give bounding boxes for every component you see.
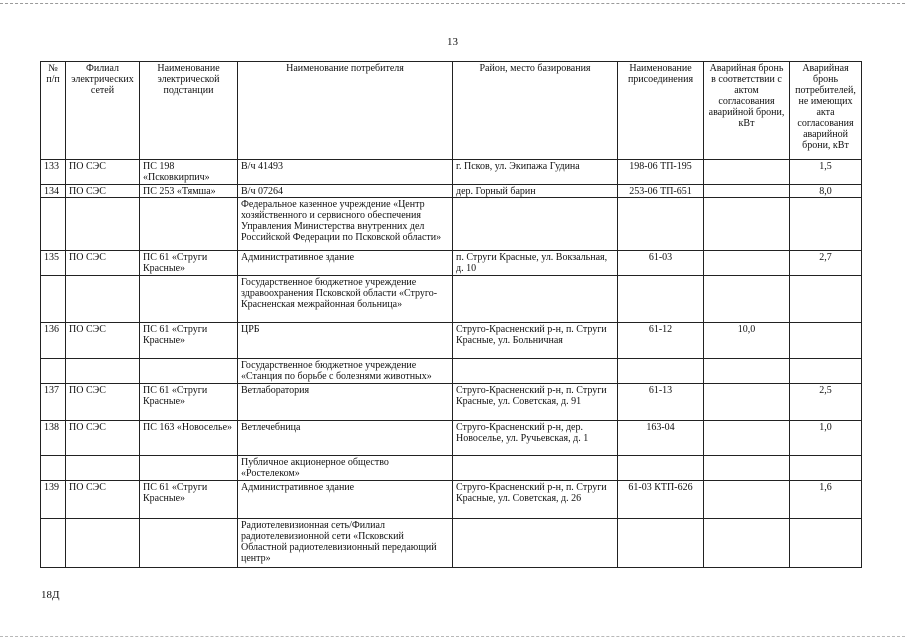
cell-branch: ПО СЭС [66, 323, 140, 359]
cell-consumer: Ветлечебница [238, 421, 453, 456]
cell-num [41, 359, 66, 384]
cell-branch: ПО СЭС [66, 481, 140, 519]
cell-consumer: Государственное бюджетное учреждение здравоохранения Псковской области «Струго-Красненская межрайонная больница» [238, 276, 453, 323]
table-row [41, 198, 862, 251]
table-row [41, 185, 862, 198]
scan-edge-top [0, 3, 905, 4]
cell-num [41, 519, 66, 568]
cell-substation [140, 359, 238, 384]
cell-district [453, 456, 618, 481]
cell-num: 137 [41, 384, 66, 421]
cell-reserve-noact [790, 456, 862, 481]
cell-num: 135 [41, 251, 66, 276]
cell-substation [140, 198, 238, 251]
cell-num: 139 [41, 481, 66, 519]
table-row [41, 456, 862, 481]
cell-reserve-act [704, 481, 790, 519]
cell-num: 133 [41, 160, 66, 185]
document-code: 18Д [41, 589, 60, 601]
cell-branch: ПО СЭС [66, 251, 140, 276]
cell-reserve-act [704, 276, 790, 323]
cell-consumer: В/ч 07264 [238, 185, 453, 198]
cell-substation: ПС 198 «Псковкирпич» [140, 160, 238, 185]
cell-district: дер. Горный барин [453, 185, 618, 198]
header-district: Район, место базирования [453, 62, 618, 160]
header-num: № п/п [41, 62, 66, 160]
cell-branch [66, 276, 140, 323]
cell-district: Струго-Красненский р-н, дер. Новоселье, ул. Ручьевская, д. 1 [453, 421, 618, 456]
cell-district: Струго-Красненский р-н, п. Струги Красные, ул. Больничная [453, 323, 618, 359]
cell-substation: ПС 61 «Струги Красные» [140, 481, 238, 519]
cell-branch: ПО СЭС [66, 384, 140, 421]
emergency-reserve-table [40, 61, 862, 568]
cell-consumer: Ветлаборатория [238, 384, 453, 421]
cell-num: 138 [41, 421, 66, 456]
cell-reserve-noact: 2,7 [790, 251, 862, 276]
header-consumer: Наименование потребителя [238, 62, 453, 160]
cell-district: п. Струги Красные, ул. Вокзальная, д. 10 [453, 251, 618, 276]
cell-branch: ПО СЭС [66, 185, 140, 198]
cell-num [41, 456, 66, 481]
cell-district: Струго-Красненский р-н, п. Струги Красные, ул. Советская, д. 26 [453, 481, 618, 519]
cell-substation [140, 456, 238, 481]
cell-consumer: Федеральное казенное учреждение «Центр хозяйственного и сервисного обеспечения Управления Министерства внутренних дел Российской Федерации по Псковской области» [238, 198, 453, 251]
cell-reserve-act [704, 519, 790, 568]
cell-connection: 61-12 [618, 323, 704, 359]
cell-district [453, 198, 618, 251]
cell-connection [618, 519, 704, 568]
cell-reserve-act [704, 359, 790, 384]
cell-branch [66, 359, 140, 384]
cell-consumer: Радиотелевизионная сеть/Филиал радиотелевизионной сети «Псковский Областной радиотелевизионный передающий центр» [238, 519, 453, 568]
header-substation: Наименование электрической подстанции [140, 62, 238, 160]
cell-branch: ПО СЭС [66, 160, 140, 185]
cell-connection: 61-13 [618, 384, 704, 421]
cell-substation: ПС 61 «Струги Красные» [140, 384, 238, 421]
cell-district: Струго-Красненский р-н, п. Струги Красные, ул. Советская, д. 91 [453, 384, 618, 421]
header-connection: Наименование присоединения [618, 62, 704, 160]
cell-consumer: Административное здание [238, 251, 453, 276]
table-row [41, 323, 862, 359]
cell-reserve-noact: 8,0 [790, 185, 862, 198]
page-number: 13 [447, 36, 458, 48]
cell-connection [618, 276, 704, 323]
cell-reserve-noact [790, 276, 862, 323]
cell-reserve-act [704, 185, 790, 198]
cell-num: 136 [41, 323, 66, 359]
cell-substation: ПС 163 «Новоселье» [140, 421, 238, 456]
cell-district [453, 359, 618, 384]
header-branch: Филиал электрических сетей [66, 62, 140, 160]
cell-substation [140, 276, 238, 323]
cell-num: 134 [41, 185, 66, 198]
cell-reserve-noact [790, 359, 862, 384]
cell-consumer: В/ч 41493 [238, 160, 453, 185]
cell-substation: ПС 61 «Струги Красные» [140, 323, 238, 359]
cell-consumer: Публичное акционерное общество «Ростелеком» [238, 456, 453, 481]
cell-reserve-act: 10,0 [704, 323, 790, 359]
cell-district [453, 519, 618, 568]
table-row [41, 519, 862, 568]
table-row [41, 251, 862, 276]
cell-connection: 61-03 [618, 251, 704, 276]
table-row [41, 276, 862, 323]
cell-connection: 163-04 [618, 421, 704, 456]
cell-district [453, 276, 618, 323]
table-body [41, 160, 862, 568]
table-header-row [41, 62, 862, 160]
cell-reserve-act [704, 421, 790, 456]
cell-connection [618, 198, 704, 251]
scan-edge-bottom [0, 636, 905, 637]
cell-substation: ПС 253 «Тямша» [140, 185, 238, 198]
table-row [41, 384, 862, 421]
cell-num [41, 198, 66, 251]
table-row [41, 160, 862, 185]
table-row [41, 359, 862, 384]
header-reserve-noact: Аварийная бронь потребителей, не имеющих акта согласования аварийной брони, кВт [790, 62, 862, 160]
cell-num [41, 276, 66, 323]
cell-connection: 198-06 ТП-195 [618, 160, 704, 185]
cell-reserve-act [704, 198, 790, 251]
cell-reserve-noact [790, 198, 862, 251]
cell-reserve-noact: 1,5 [790, 160, 862, 185]
cell-branch [66, 456, 140, 481]
cell-substation: ПС 61 «Струги Красные» [140, 251, 238, 276]
cell-reserve-noact [790, 323, 862, 359]
cell-connection: 61-03 КТП-626 [618, 481, 704, 519]
cell-branch [66, 198, 140, 251]
cell-consumer: ЦРБ [238, 323, 453, 359]
cell-reserve-act [704, 160, 790, 185]
table-row [41, 421, 862, 456]
cell-consumer: Административное здание [238, 481, 453, 519]
cell-reserve-noact: 1,0 [790, 421, 862, 456]
cell-reserve-noact [790, 519, 862, 568]
cell-district: г. Псков, ул. Экипажа Гудина [453, 160, 618, 185]
cell-connection: 253-06 ТП-651 [618, 185, 704, 198]
cell-substation [140, 519, 238, 568]
cell-consumer: Государственное бюджетное учреждение «Станция по борьбе с болезнями животных» [238, 359, 453, 384]
cell-reserve-noact: 1,6 [790, 481, 862, 519]
header-reserve-act: Аварийная бронь в соответствии с актом согласования аварийной брони, кВт [704, 62, 790, 160]
cell-reserve-act [704, 384, 790, 421]
cell-branch [66, 519, 140, 568]
cell-reserve-noact: 2,5 [790, 384, 862, 421]
cell-reserve-act [704, 251, 790, 276]
cell-connection [618, 456, 704, 481]
cell-connection [618, 359, 704, 384]
table-row [41, 481, 862, 519]
cell-reserve-act [704, 456, 790, 481]
cell-branch: ПО СЭС [66, 421, 140, 456]
